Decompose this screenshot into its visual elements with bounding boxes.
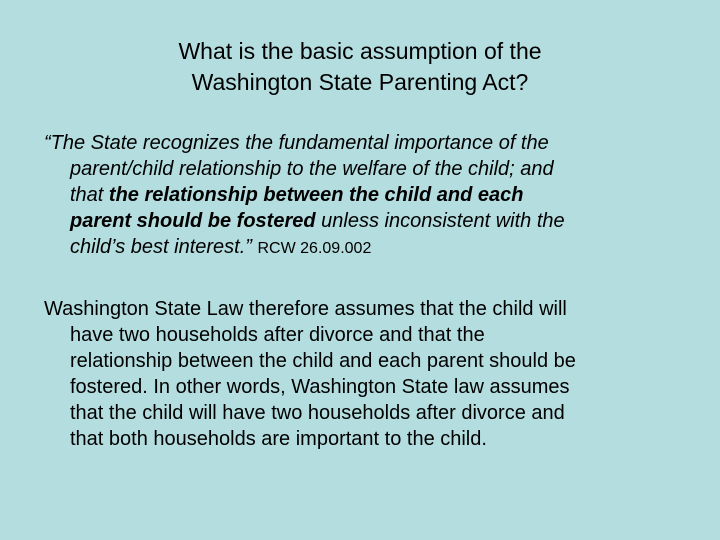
quote-line-5: [0, 234, 690, 262]
title-line-1: What is the basic assumption of the: [178, 38, 542, 64]
quote-line-4: [0, 208, 690, 234]
slide-title: [0, 36, 720, 98]
law-line-5: that the child will have two households after divorce and: [70, 402, 565, 424]
quote-line-3: [0, 182, 690, 208]
quote-line-4-text: unless inconsistent with the: [315, 210, 565, 232]
quote-line-2: parent/child relationship to the welfare of the child; and: [70, 158, 554, 180]
quote-line-1: “The State recognizes the fundamental importance of the: [44, 132, 549, 154]
quote-emphasis-2: parent should be fostered: [70, 210, 316, 232]
law-line-1: Washington State Law therefore assumes that the child will: [44, 298, 567, 320]
title-line-2: Washington State Parenting Act?: [191, 69, 529, 95]
citation: RCW 26.09.002: [257, 240, 372, 257]
quote-paragraph: [0, 130, 690, 262]
law-paragraph: [0, 296, 690, 452]
quote-line-3-text: that: [70, 184, 109, 206]
law-line-6: that both households are important to the child.: [70, 428, 487, 450]
law-line-4: fostered. In other words, Washington State law assumes: [70, 376, 570, 398]
law-line-3: relationship between the child and each parent should be: [70, 350, 576, 372]
quote-line-5-text: child’s best interest.”: [70, 236, 258, 258]
quote-emphasis-1: the relationship between the child and each: [108, 184, 524, 206]
law-line-2: have two households after divorce and that the: [70, 324, 485, 346]
